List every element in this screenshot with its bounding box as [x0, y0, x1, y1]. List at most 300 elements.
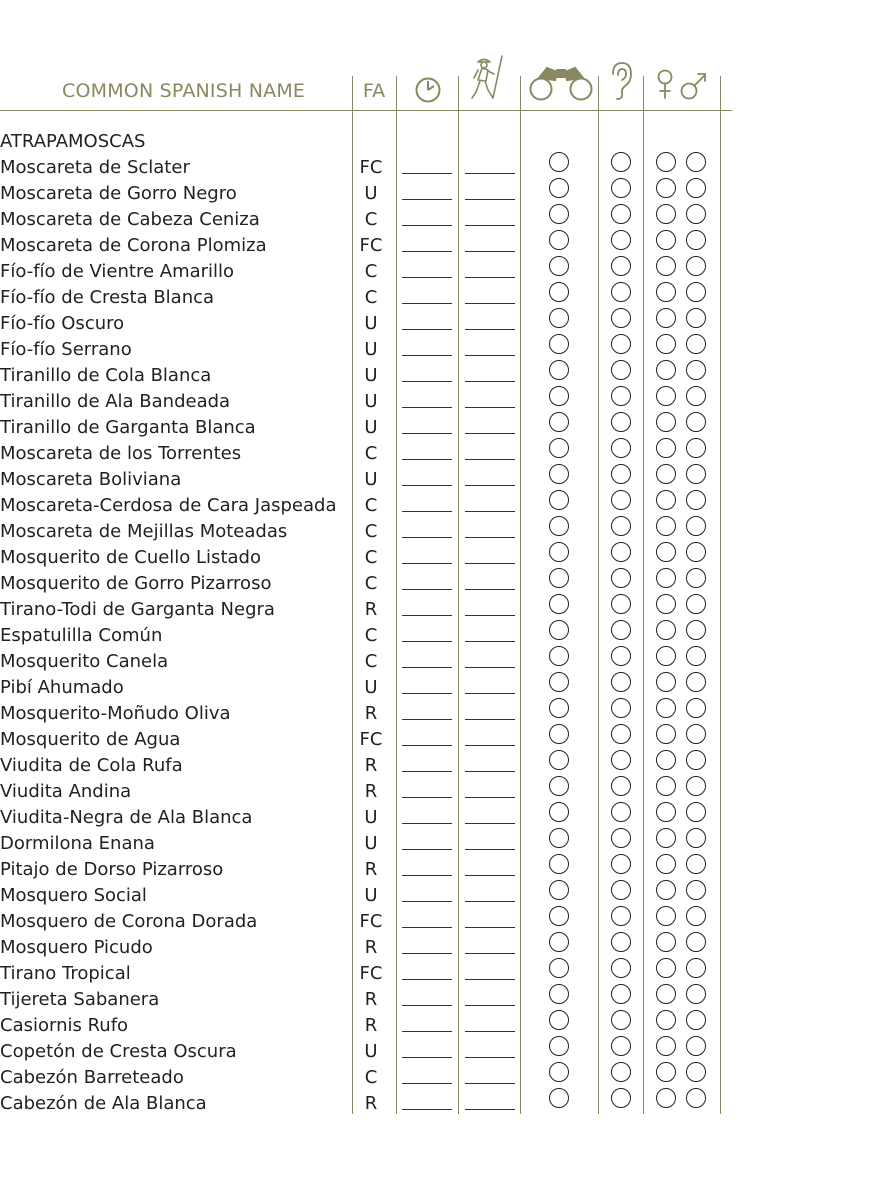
abundance-code: U	[364, 885, 378, 906]
male-checkbox[interactable]	[686, 594, 706, 614]
species-name: Tiranillo de Ala Bandeada	[0, 391, 231, 412]
location-blank[interactable]	[465, 953, 515, 954]
ear-icon	[607, 60, 635, 102]
seen-checkbox[interactable]	[549, 698, 569, 718]
male-checkbox[interactable]	[686, 282, 706, 302]
date-blank[interactable]	[402, 1031, 452, 1032]
location-blank[interactable]	[465, 173, 515, 174]
seen-checkbox[interactable]	[549, 880, 569, 900]
heard-checkbox[interactable]	[611, 308, 631, 328]
male-checkbox[interactable]	[686, 698, 706, 718]
date-blank[interactable]	[402, 901, 452, 902]
seen-checkbox[interactable]	[549, 282, 569, 302]
header-underline	[0, 110, 732, 111]
male-checkbox[interactable]	[686, 386, 706, 406]
location-blank[interactable]	[465, 277, 515, 278]
female-checkbox[interactable]	[656, 334, 676, 354]
female-checkbox[interactable]	[656, 360, 676, 380]
column-header-name: COMMON SPANISH NAME	[62, 80, 306, 102]
male-checkbox[interactable]	[686, 230, 706, 250]
date-blank[interactable]	[402, 329, 452, 330]
location-blank[interactable]	[465, 1109, 515, 1110]
female-checkbox[interactable]	[656, 776, 676, 796]
abundance-code: U	[364, 313, 378, 334]
location-blank[interactable]	[465, 823, 515, 824]
heard-checkbox[interactable]	[611, 776, 631, 796]
female-checkbox[interactable]	[656, 854, 676, 874]
location-blank[interactable]	[465, 459, 515, 460]
heard-checkbox[interactable]	[611, 282, 631, 302]
location-blank[interactable]	[465, 667, 515, 668]
abundance-code: R	[364, 1015, 378, 1036]
species-row	[0, 1065, 740, 1091]
abundance-code: U	[364, 183, 378, 204]
date-blank[interactable]	[402, 173, 452, 174]
seen-checkbox[interactable]	[549, 438, 569, 458]
male-checkbox[interactable]	[686, 776, 706, 796]
seen-checkbox[interactable]	[549, 854, 569, 874]
abundance-code: FC	[359, 729, 383, 750]
date-blank[interactable]	[402, 849, 452, 850]
heard-checkbox[interactable]	[611, 646, 631, 666]
male-checkbox[interactable]	[686, 906, 706, 926]
male-checkbox[interactable]	[686, 256, 706, 276]
heard-checkbox[interactable]	[611, 880, 631, 900]
location-blank[interactable]	[465, 407, 515, 408]
female-checkbox[interactable]	[656, 178, 676, 198]
seen-checkbox[interactable]	[549, 724, 569, 744]
heard-checkbox[interactable]	[611, 854, 631, 874]
date-blank[interactable]	[402, 953, 452, 954]
species-name: Moscareta de Sclater	[0, 157, 190, 178]
heard-checkbox[interactable]	[611, 906, 631, 926]
species-name: Tirano-Todi de Garganta Negra	[0, 599, 275, 620]
date-blank[interactable]	[402, 355, 452, 356]
species-list	[0, 155, 740, 1117]
male-checkbox[interactable]	[686, 1088, 706, 1108]
abundance-code: R	[364, 599, 378, 620]
heard-checkbox[interactable]	[611, 1088, 631, 1108]
location-blank[interactable]	[465, 693, 515, 694]
date-blank[interactable]	[402, 485, 452, 486]
date-blank[interactable]	[402, 797, 452, 798]
seen-checkbox[interactable]	[549, 1088, 569, 1108]
species-name: Viudita Andina	[0, 781, 132, 802]
female-checkbox[interactable]	[656, 542, 676, 562]
female-checkbox[interactable]	[656, 438, 676, 458]
species-name: Moscareta-Cerdosa de Cara Jaspeada	[0, 495, 337, 516]
species-row	[0, 727, 740, 753]
seen-checkbox[interactable]	[549, 1010, 569, 1030]
species-row	[0, 571, 740, 597]
abundance-code: C	[364, 547, 378, 568]
location-blank[interactable]	[465, 1005, 515, 1006]
location-blank[interactable]	[465, 537, 515, 538]
species-row	[0, 701, 740, 727]
seen-checkbox[interactable]	[549, 464, 569, 484]
male-checkbox[interactable]	[686, 828, 706, 848]
female-checkbox[interactable]	[656, 750, 676, 770]
location-blank[interactable]	[465, 485, 515, 486]
male-checkbox[interactable]	[686, 360, 706, 380]
female-checkbox[interactable]	[656, 698, 676, 718]
abundance-code: U	[364, 1041, 378, 1062]
heard-checkbox[interactable]	[611, 464, 631, 484]
heard-checkbox[interactable]	[611, 620, 631, 640]
female-checkbox[interactable]	[656, 724, 676, 744]
date-blank[interactable]	[402, 927, 452, 928]
date-blank[interactable]	[402, 641, 452, 642]
date-blank[interactable]	[402, 1109, 452, 1110]
heard-checkbox[interactable]	[611, 542, 631, 562]
heard-checkbox[interactable]	[611, 1010, 631, 1030]
seen-checkbox[interactable]	[549, 1062, 569, 1082]
abundance-code: U	[364, 677, 378, 698]
date-blank[interactable]	[402, 1057, 452, 1058]
abundance-code: U	[364, 833, 378, 854]
date-blank[interactable]	[402, 667, 452, 668]
female-checkbox[interactable]	[656, 984, 676, 1004]
location-blank[interactable]	[465, 1031, 515, 1032]
seen-checkbox[interactable]	[549, 932, 569, 952]
female-checkbox[interactable]	[656, 412, 676, 432]
female-checkbox[interactable]	[656, 490, 676, 510]
male-checkbox[interactable]	[686, 880, 706, 900]
male-checkbox[interactable]	[686, 620, 706, 640]
date-blank[interactable]	[402, 225, 452, 226]
seen-checkbox[interactable]	[549, 906, 569, 926]
female-checkbox[interactable]	[656, 880, 676, 900]
male-checkbox[interactable]	[686, 750, 706, 770]
date-blank[interactable]	[402, 1083, 452, 1084]
heard-checkbox[interactable]	[611, 698, 631, 718]
date-blank[interactable]	[402, 719, 452, 720]
heard-checkbox[interactable]	[611, 256, 631, 276]
date-blank[interactable]	[402, 277, 452, 278]
date-blank[interactable]	[402, 745, 452, 746]
heard-checkbox[interactable]	[611, 568, 631, 588]
location-blank[interactable]	[465, 303, 515, 304]
seen-checkbox[interactable]	[549, 646, 569, 666]
heard-checkbox[interactable]	[611, 178, 631, 198]
male-checkbox[interactable]	[686, 438, 706, 458]
female-checkbox[interactable]	[656, 282, 676, 302]
location-blank[interactable]	[465, 589, 515, 590]
seen-checkbox[interactable]	[549, 776, 569, 796]
abundance-code: C	[364, 261, 378, 282]
clock-icon	[413, 75, 443, 105]
male-checkbox[interactable]	[686, 646, 706, 666]
heard-checkbox[interactable]	[611, 412, 631, 432]
male-checkbox[interactable]	[686, 802, 706, 822]
female-checkbox[interactable]	[656, 906, 676, 926]
date-blank[interactable]	[402, 511, 452, 512]
male-checkbox[interactable]	[686, 204, 706, 224]
date-blank[interactable]	[402, 823, 452, 824]
seen-checkbox[interactable]	[549, 256, 569, 276]
location-blank[interactable]	[465, 225, 515, 226]
heard-checkbox[interactable]	[611, 594, 631, 614]
heard-checkbox[interactable]	[611, 1036, 631, 1056]
species-name: Mosquero Social	[0, 885, 147, 906]
species-row	[0, 649, 740, 675]
abundance-code: C	[364, 443, 378, 464]
abundance-code: FC	[359, 963, 383, 984]
abundance-code: R	[364, 703, 378, 724]
abundance-code: U	[364, 365, 378, 386]
seen-checkbox[interactable]	[549, 672, 569, 692]
female-checkbox[interactable]	[656, 308, 676, 328]
seen-checkbox[interactable]	[549, 490, 569, 510]
column-header-fa: FA	[362, 80, 386, 102]
date-blank[interactable]	[402, 459, 452, 460]
seen-checkbox[interactable]	[549, 568, 569, 588]
species-name: Moscareta de Mejillas Moteadas	[0, 521, 288, 542]
seen-checkbox[interactable]	[549, 178, 569, 198]
location-blank[interactable]	[465, 719, 515, 720]
female-checkbox[interactable]	[656, 672, 676, 692]
species-row	[0, 545, 740, 571]
male-checkbox[interactable]	[686, 490, 706, 510]
female-checkbox[interactable]	[656, 802, 676, 822]
heard-checkbox[interactable]	[611, 516, 631, 536]
heard-checkbox[interactable]	[611, 230, 631, 250]
location-blank[interactable]	[465, 563, 515, 564]
species-name: Fío-fío Oscuro	[0, 313, 125, 334]
date-blank[interactable]	[402, 433, 452, 434]
date-blank[interactable]	[402, 407, 452, 408]
species-name: Cabezón de Ala Blanca	[0, 1093, 207, 1114]
location-blank[interactable]	[465, 641, 515, 642]
seen-checkbox[interactable]	[549, 230, 569, 250]
female-checkbox[interactable]	[656, 1036, 676, 1056]
female-checkbox[interactable]	[656, 1088, 676, 1108]
species-row	[0, 623, 740, 649]
seen-checkbox[interactable]	[549, 984, 569, 1004]
female-male-icon	[655, 68, 711, 102]
heard-checkbox[interactable]	[611, 672, 631, 692]
seen-checkbox[interactable]	[549, 334, 569, 354]
heard-checkbox[interactable]	[611, 958, 631, 978]
female-checkbox[interactable]	[656, 1010, 676, 1030]
heard-checkbox[interactable]	[611, 1062, 631, 1082]
heard-checkbox[interactable]	[611, 724, 631, 744]
abundance-code: C	[364, 651, 378, 672]
seen-checkbox[interactable]	[549, 308, 569, 328]
species-row	[0, 337, 740, 363]
species-row	[0, 311, 740, 337]
male-checkbox[interactable]	[686, 932, 706, 952]
seen-checkbox[interactable]	[549, 386, 569, 406]
male-checkbox[interactable]	[686, 724, 706, 744]
abundance-code: C	[364, 573, 378, 594]
heard-checkbox[interactable]	[611, 438, 631, 458]
location-blank[interactable]	[465, 615, 515, 616]
species-name: Mosquerito de Gorro Pizarroso	[0, 573, 272, 594]
male-checkbox[interactable]	[686, 542, 706, 562]
location-blank[interactable]	[465, 199, 515, 200]
seen-checkbox[interactable]	[549, 360, 569, 380]
seen-checkbox[interactable]	[549, 594, 569, 614]
location-blank[interactable]	[465, 745, 515, 746]
abundance-code: R	[364, 755, 378, 776]
abundance-code: FC	[359, 235, 383, 256]
date-blank[interactable]	[402, 1005, 452, 1006]
binoculars-icon	[527, 64, 595, 102]
abundance-code: U	[364, 391, 378, 412]
male-checkbox[interactable]	[686, 958, 706, 978]
species-name: Espatulilla Común	[0, 625, 163, 646]
female-checkbox[interactable]	[656, 828, 676, 848]
female-checkbox[interactable]	[656, 594, 676, 614]
seen-checkbox[interactable]	[549, 542, 569, 562]
female-checkbox[interactable]	[656, 646, 676, 666]
species-name: Moscareta Boliviana	[0, 469, 182, 490]
female-checkbox[interactable]	[656, 932, 676, 952]
species-row	[0, 883, 740, 909]
species-row	[0, 519, 740, 545]
male-checkbox[interactable]	[686, 152, 706, 172]
date-blank[interactable]	[402, 563, 452, 564]
heard-checkbox[interactable]	[611, 750, 631, 770]
species-row	[0, 467, 740, 493]
heard-checkbox[interactable]	[611, 490, 631, 510]
seen-checkbox[interactable]	[549, 620, 569, 640]
male-checkbox[interactable]	[686, 1036, 706, 1056]
seen-checkbox[interactable]	[549, 750, 569, 770]
location-blank[interactable]	[465, 329, 515, 330]
date-blank[interactable]	[402, 615, 452, 616]
seen-checkbox[interactable]	[549, 802, 569, 822]
species-name: Fío-fío Serrano	[0, 339, 132, 360]
species-row	[0, 987, 740, 1013]
date-blank[interactable]	[402, 303, 452, 304]
heard-checkbox[interactable]	[611, 334, 631, 354]
location-blank[interactable]	[465, 433, 515, 434]
date-blank[interactable]	[402, 251, 452, 252]
heard-checkbox[interactable]	[611, 932, 631, 952]
heard-checkbox[interactable]	[611, 802, 631, 822]
seen-checkbox[interactable]	[549, 516, 569, 536]
location-blank[interactable]	[465, 979, 515, 980]
species-row	[0, 597, 740, 623]
heard-checkbox[interactable]	[611, 360, 631, 380]
species-name: Moscareta de Corona Plomiza	[0, 235, 267, 256]
species-row	[0, 1091, 740, 1117]
male-checkbox[interactable]	[686, 672, 706, 692]
species-name: Pitajo de Dorso Pizarroso	[0, 859, 224, 880]
seen-checkbox[interactable]	[549, 412, 569, 432]
location-blank[interactable]	[465, 901, 515, 902]
location-blank[interactable]	[465, 381, 515, 382]
female-checkbox[interactable]	[656, 230, 676, 250]
species-name: Mosquerito Canela	[0, 651, 169, 672]
abundance-code: U	[364, 807, 378, 828]
abundance-code: R	[364, 989, 378, 1010]
species-row	[0, 909, 740, 935]
seen-checkbox[interactable]	[549, 828, 569, 848]
female-checkbox[interactable]	[656, 256, 676, 276]
male-checkbox[interactable]	[686, 308, 706, 328]
date-blank[interactable]	[402, 979, 452, 980]
heard-checkbox[interactable]	[611, 984, 631, 1004]
heard-checkbox[interactable]	[611, 204, 631, 224]
location-blank[interactable]	[465, 771, 515, 772]
species-row	[0, 857, 740, 883]
seen-checkbox[interactable]	[549, 958, 569, 978]
female-checkbox[interactable]	[656, 464, 676, 484]
male-checkbox[interactable]	[686, 464, 706, 484]
abundance-code: R	[364, 1093, 378, 1114]
date-blank[interactable]	[402, 537, 452, 538]
location-blank[interactable]	[465, 927, 515, 928]
female-checkbox[interactable]	[656, 516, 676, 536]
male-checkbox[interactable]	[686, 568, 706, 588]
location-blank[interactable]	[465, 1083, 515, 1084]
species-row	[0, 675, 740, 701]
species-name: Mosquero Picudo	[0, 937, 153, 958]
male-checkbox[interactable]	[686, 516, 706, 536]
heard-checkbox[interactable]	[611, 152, 631, 172]
location-blank[interactable]	[465, 355, 515, 356]
heard-checkbox[interactable]	[611, 386, 631, 406]
male-checkbox[interactable]	[686, 412, 706, 432]
male-checkbox[interactable]	[686, 854, 706, 874]
female-checkbox[interactable]	[656, 152, 676, 172]
date-blank[interactable]	[402, 771, 452, 772]
male-checkbox[interactable]	[686, 334, 706, 354]
date-blank[interactable]	[402, 199, 452, 200]
section-title: ATRAPAMOSCAS	[0, 131, 146, 152]
date-blank[interactable]	[402, 381, 452, 382]
abundance-code: C	[364, 209, 378, 230]
location-blank[interactable]	[465, 511, 515, 512]
male-checkbox[interactable]	[686, 1010, 706, 1030]
location-blank[interactable]	[465, 251, 515, 252]
female-checkbox[interactable]	[656, 568, 676, 588]
male-checkbox[interactable]	[686, 1062, 706, 1082]
date-blank[interactable]	[402, 693, 452, 694]
female-checkbox[interactable]	[656, 386, 676, 406]
species-name: Fío-fío de Cresta Blanca	[0, 287, 215, 308]
species-name: Moscareta de Gorro Negro	[0, 183, 237, 204]
abundance-code: FC	[359, 157, 383, 178]
location-blank[interactable]	[465, 875, 515, 876]
species-name: Moscareta de los Torrentes	[0, 443, 242, 464]
abundance-code: FC	[359, 911, 383, 932]
species-name: Tijereta Sabanera	[0, 989, 160, 1010]
female-checkbox[interactable]	[656, 204, 676, 224]
abundance-code: C	[364, 521, 378, 542]
seen-checkbox[interactable]	[549, 152, 569, 172]
female-checkbox[interactable]	[656, 1062, 676, 1082]
species-name: Viudita de Cola Rufa	[0, 755, 183, 776]
date-blank[interactable]	[402, 875, 452, 876]
abundance-code: C	[364, 625, 378, 646]
female-checkbox[interactable]	[656, 958, 676, 978]
male-checkbox[interactable]	[686, 984, 706, 1004]
species-row	[0, 155, 740, 181]
seen-checkbox[interactable]	[549, 204, 569, 224]
location-blank[interactable]	[465, 1057, 515, 1058]
male-checkbox[interactable]	[686, 178, 706, 198]
location-blank[interactable]	[465, 797, 515, 798]
female-checkbox[interactable]	[656, 620, 676, 640]
seen-checkbox[interactable]	[549, 1036, 569, 1056]
date-blank[interactable]	[402, 589, 452, 590]
heard-checkbox[interactable]	[611, 828, 631, 848]
location-blank[interactable]	[465, 849, 515, 850]
